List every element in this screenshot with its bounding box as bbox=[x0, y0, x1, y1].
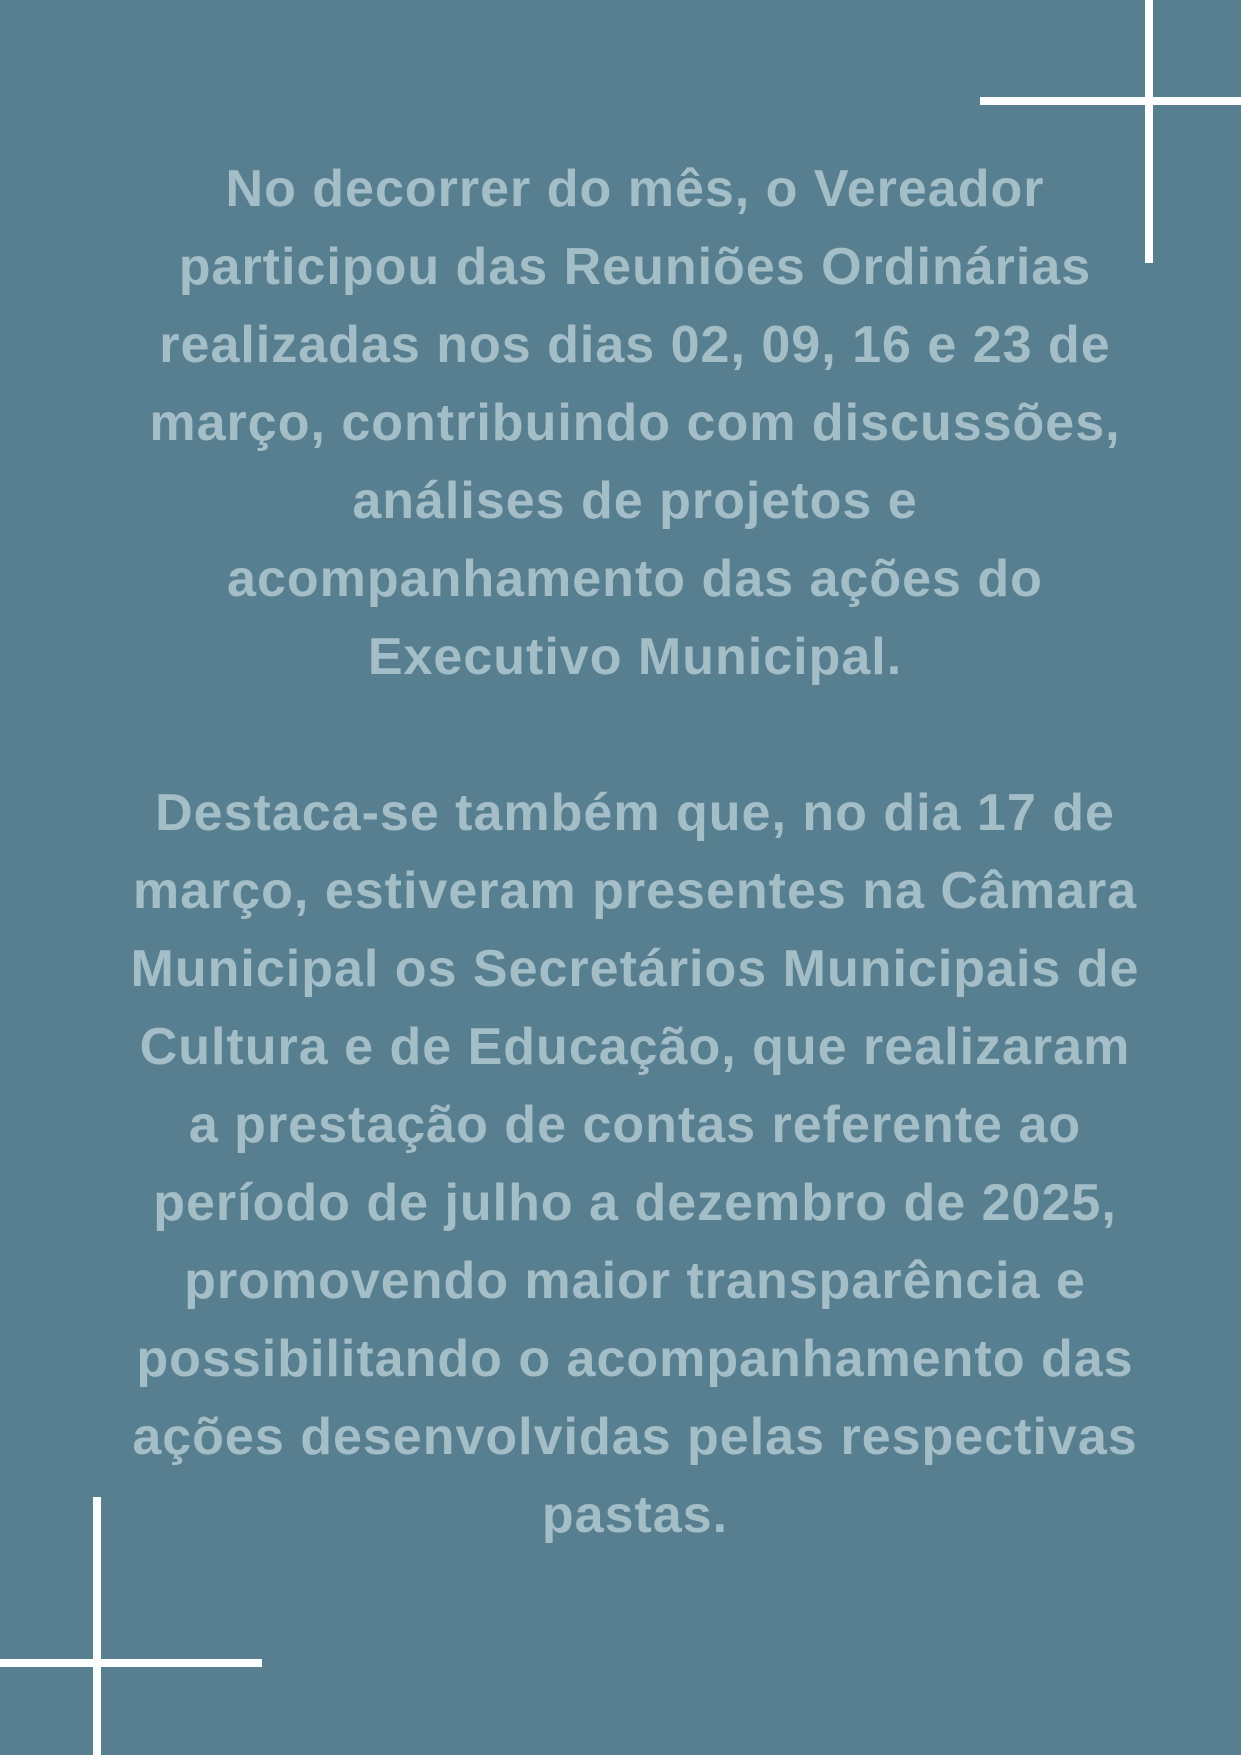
plus-cross-icon-bottom-left-horizontal bbox=[0, 1659, 262, 1667]
text-line: participou das Reuniões Ordinárias bbox=[178, 238, 1092, 296]
text-line: realizadas nos dias 02, 09, 16 e 23 de bbox=[159, 316, 1111, 374]
plus-cross-icon-top-right-horizontal bbox=[980, 97, 1241, 105]
text-line: acompanhamento das ações do bbox=[227, 550, 1043, 608]
plus-cross-icon-top-right-vertical bbox=[1145, 0, 1153, 263]
paragraph-secretaries-accountability bbox=[130, 774, 1140, 1554]
text-line: promovendo maior transparência e bbox=[184, 1252, 1086, 1310]
paragraph-monthly-sessions bbox=[130, 150, 1140, 696]
plus-cross-icon-bottom-left-vertical bbox=[93, 1497, 101, 1755]
text-line: pastas. bbox=[541, 1486, 729, 1544]
text-line: possibilitando o acompanhamento das bbox=[136, 1330, 1134, 1388]
text-line: março, estiveram presentes na Câmara bbox=[132, 862, 1138, 920]
text-line: Cultura e de Educação, que realizaram bbox=[139, 1018, 1131, 1076]
report-text bbox=[130, 150, 1140, 1554]
text-line: a prestação de contas referente ao bbox=[188, 1096, 1082, 1154]
text-line: No decorrer do mês, o Vereador bbox=[225, 160, 1045, 218]
text-line: Destaca-se também que, no dia 17 de bbox=[155, 784, 1115, 842]
text-line: ações desenvolvidas pelas respectivas bbox=[132, 1408, 1138, 1466]
text-line: período de julho a dezembro de 2025, bbox=[153, 1174, 1117, 1232]
text-line: Executivo Municipal. bbox=[367, 628, 903, 686]
text-line: março, contribuindo com discussões, bbox=[149, 394, 1121, 452]
text-line: análises de projetos e bbox=[352, 472, 918, 530]
text-line: Municipal os Secretários Municipais de bbox=[130, 940, 1140, 998]
